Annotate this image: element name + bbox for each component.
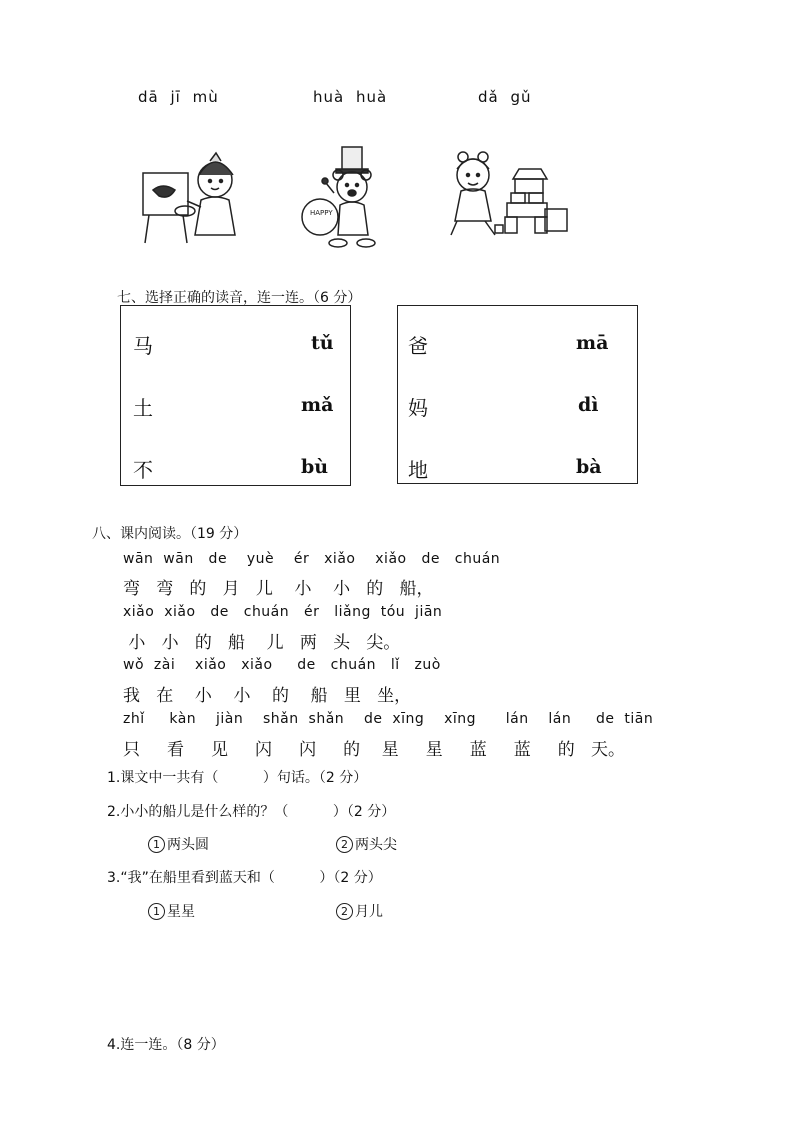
question-1: 1.课文中一共有（ ）句话。（2 分） — [107, 770, 368, 786]
char-ba[interactable]: 爸 — [408, 334, 428, 358]
drumming-bear-icon — [290, 145, 400, 255]
pinyin-ma[interactable]: mǎ — [301, 394, 334, 416]
building-blocks-girl-icon — [445, 145, 575, 245]
poem-line-4: 只 看 见 闪 闪 的 星 星 蓝 蓝 的 天。 — [123, 740, 625, 760]
section7-title: 七、选择正确的读音，连一连。（6 分） — [117, 290, 362, 306]
question-2: 2.小小的船儿是什么样的？（ ）（2 分） — [107, 804, 396, 820]
char-bu[interactable]: 不 — [133, 458, 153, 482]
poem-pinyin-2: xiǎo xiǎo de chuán ér liǎng tóu jiān — [123, 604, 443, 620]
pinyin-ba[interactable]: bà — [576, 456, 602, 478]
circled-two-icon: 2 — [336, 903, 353, 920]
char-tu[interactable]: 土 — [133, 396, 153, 420]
matching-box-1 — [120, 305, 351, 486]
q3-option-2[interactable]: 2 月儿 — [336, 901, 383, 921]
section8-title: 八、课内阅读。（19 分） — [92, 526, 248, 542]
circled-one-icon: 1 — [148, 903, 165, 920]
char-ma[interactable]: 妈 — [408, 396, 428, 420]
q3-option-1[interactable]: 1 星星 — [148, 901, 195, 921]
char-ma[interactable]: 马 — [133, 334, 153, 358]
question-3: 3.“我”在船里看到蓝天和（ ）（2 分） — [107, 870, 382, 886]
poem-pinyin-4: zhǐ kàn jiàn shǎn shǎn de xīng xīng lán lán de tiān — [123, 711, 654, 727]
matching-box-2 — [397, 305, 638, 484]
pinyin-label-1: dā jī mù — [138, 88, 219, 106]
circled-one-icon: 1 — [148, 836, 165, 853]
svg-text:HAPPY: HAPPY — [310, 209, 333, 217]
pinyin-ma1[interactable]: mā — [576, 332, 609, 354]
poem-line-1: 弯 弯 的 月 儿 小 小 的 船， — [123, 579, 434, 599]
poem-pinyin-1: wān wān de yuè ér xiǎo xiǎo de chuán — [123, 551, 501, 567]
pinyin-bu[interactable]: bù — [301, 456, 329, 478]
question-4: 4.连一连。（8 分） — [107, 1037, 225, 1053]
circled-two-icon: 2 — [336, 836, 353, 853]
poem-pinyin-3: wǒ zài xiǎo xiǎo de chuán lǐ zuò — [123, 657, 441, 673]
pinyin-di[interactable]: dì — [578, 394, 599, 416]
q2-option-1[interactable]: 1 两头圆 — [148, 834, 209, 854]
painting-girl-icon — [135, 145, 255, 250]
pinyin-tu[interactable]: tǔ — [311, 332, 334, 354]
q2-option-2[interactable]: 2 两头尖 — [336, 834, 397, 854]
poem-line-3: 我 在 小 小 的 船 里 坐， — [123, 686, 412, 706]
pinyin-label-3: dǎ gǔ — [478, 88, 532, 106]
char-di[interactable]: 地 — [408, 458, 428, 482]
poem-line-2: 小 小 的 船 儿 两 头 尖。 — [123, 633, 401, 653]
pinyin-label-2: huà huà — [313, 88, 388, 106]
